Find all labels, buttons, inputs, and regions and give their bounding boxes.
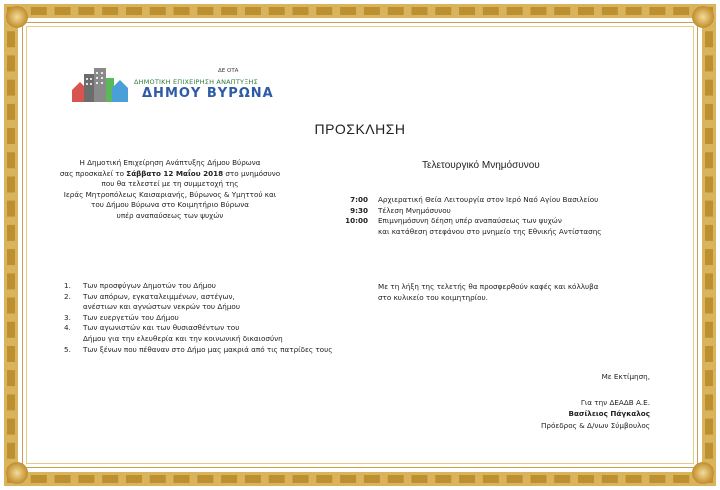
signature-name: Βασίλειος Πάγκαλος xyxy=(568,409,650,418)
page-title: ΠΡΟΣΚΛΗΣΗ xyxy=(314,121,406,137)
signature-role: Πρόεδρος & Δ/νων Σύμβουλος xyxy=(541,421,650,430)
list-text: Των ξένων που πέθαναν στο Δήμο μας μακριά από τις πατρίδες τους xyxy=(83,344,333,354)
invitation-line: Ιεράς Μητροπόλεως Καισαριανής, Βύρωνος & Υμηττού και xyxy=(63,189,277,199)
logo-org-line: ΔΗΜΟΤΙΚΗ ΕΠΙΧΕΙΡΗΣΗ ΑΝΑΠΤΥΞΗΣ xyxy=(134,78,258,86)
schedule xyxy=(340,195,660,237)
corner-ornament xyxy=(692,462,714,484)
schedule-time: 10:00 xyxy=(345,216,368,226)
invitation-line: Η Δημοτική Επιχείρηση Ανάπτυξης Δήμου Βύρωνα xyxy=(79,158,261,167)
buildings-icon xyxy=(70,68,130,102)
list-number: 2. xyxy=(64,291,71,301)
schedule-row xyxy=(340,227,660,238)
invitation-line xyxy=(50,169,290,180)
list-number: 3. xyxy=(64,312,71,322)
list-text: Των αγωνιστών και των θυσιασθέντων του xyxy=(83,323,240,333)
memorial-title: Τελετουργικό Μνημόσυνου xyxy=(422,160,540,171)
invitation-paragraph xyxy=(50,158,290,222)
invitation-line: υπέρ αναπαύσεως των ψυχών xyxy=(116,210,224,220)
corner-ornament xyxy=(692,6,714,28)
list-text: ανέστιων και αγνώστων νεκρών του Δήμου xyxy=(83,302,240,312)
invitation-date: Σάββατο 12 Μαΐου 2018 xyxy=(126,168,224,178)
logo-municipality: ΔΗΜΟΥ ΒΥΡΩΝΑ xyxy=(142,86,274,101)
logo-small-text: ΔΕ ΟΤΑ xyxy=(218,68,239,74)
schedule-desc: και κατάθεση στεφάνου στο μνημείο της Εθνικής Αντίστασης xyxy=(378,226,602,236)
corner-ornament xyxy=(6,462,28,484)
invitation-text: σας προσκαλεί το xyxy=(59,168,127,178)
schedule-row xyxy=(340,216,660,227)
list-text: Δήμου για την ελευθερία και την κοινωνική δικαιοσύνη xyxy=(83,333,283,343)
list-text: Των ευεργετών του Δήμου xyxy=(83,312,179,322)
refreshments-note xyxy=(378,281,668,303)
signature-for: Για την ΔΕΑΔΒ Α.Ε. xyxy=(580,398,650,407)
schedule-desc: Αρχιερατική Θεία Λειτουργία στον Ιερό Ναό Αγίου Βασιλείου xyxy=(378,195,599,204)
corner-ornament xyxy=(6,6,28,28)
list-text: Των προσφύγων Δημοτών του Δήμου xyxy=(83,281,216,290)
schedule-desc: Τέλεση Μνημόσυνου xyxy=(378,205,451,215)
schedule-row xyxy=(340,195,660,206)
signature-regards: Με Εκτίμηση, xyxy=(601,372,650,381)
list-number: 4. xyxy=(64,323,71,333)
schedule-desc: Επιμνημόσυνη δέηση υπέρ αναπαύσεως των ψυχών xyxy=(378,216,562,226)
note-line: στο κυλικείο του κοιμητηρίου. xyxy=(378,293,488,302)
note-line: Με τη λήξη της τελετής θα προσφερθούν καφές και κόλλυβα xyxy=(378,282,599,291)
invitation-text: στο μνημόσυνο xyxy=(223,168,281,178)
invitation-line: του Δήμου Βύρωνα στο Κοιμητήριο Βύρωνα xyxy=(91,200,249,210)
invitation-line: που θα τελεστεί με τη συμμετοχή της xyxy=(101,179,239,189)
schedule-time: 9:30 xyxy=(350,205,368,215)
list-number: 1. xyxy=(64,281,71,290)
schedule-row xyxy=(340,206,660,217)
organization-logo xyxy=(70,66,274,106)
list-text: Των απόρων, εγκαταλειμμένων, αστέγων, xyxy=(83,291,235,301)
schedule-time: 7:00 xyxy=(350,195,368,204)
list-number: 5. xyxy=(64,344,71,354)
